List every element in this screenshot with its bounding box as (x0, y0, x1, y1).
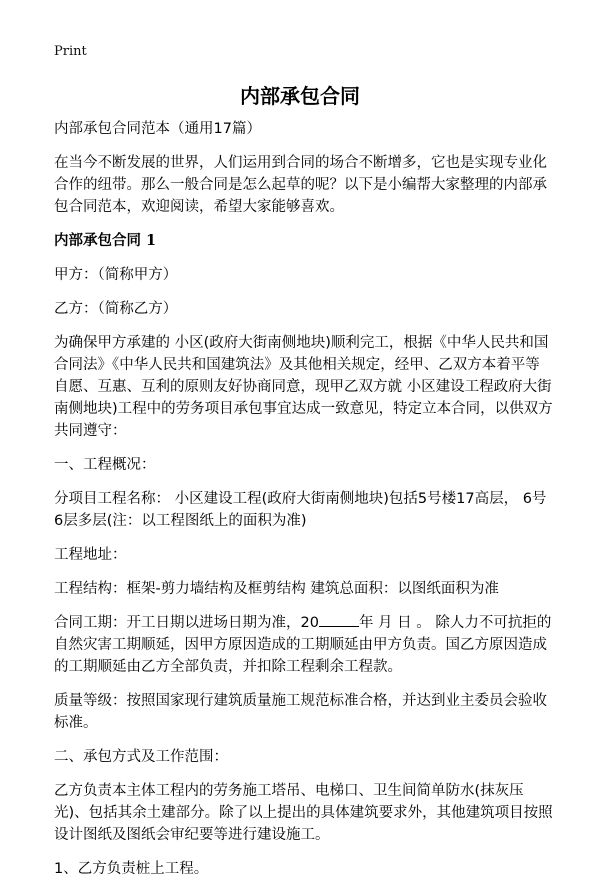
document-subtitle: 内部承包合同范本（通用17篇） (54, 121, 261, 137)
document-body (54, 118, 554, 892)
section-heading: 内部承包合同 1 (54, 232, 157, 249)
preamble-paragraph: 为确保甲方承建的 小区(政府大街南侧地块)顺利完工，根据《中华人民共和国合同法》《中华人民共和国建筑法》及其他相关规定，经甲、乙双方本着平等自愿、互惠、互利的原则友好协商同意，现甲乙双方就 小区建设工程政府大街南侧地块)工程中的劳务项目承包事宜达成一致意见，特定立本合同，以供双方共同遵守： (54, 335, 553, 439)
intro-paragraph: 在当今不断发展的世界，人们运用到合同的场合不断增多，它也是实现专业化合作的纽带。那么一般合同是怎么起草的呢？以下是小编帮大家整理的内部承包合同范本，欢迎阅读，希望大家能够喜欢。 (54, 155, 547, 215)
project-name-paragraph: 分项目工程名称： 小区建设工程(政府大街南侧地块)包括5号楼17高层， 6号6层多层(注：以工程图纸上的面积为准) (54, 491, 547, 529)
project-address-line: 工程地址： (54, 547, 127, 563)
page-title: 内部承包合同 (240, 84, 360, 108)
clause2-heading: 二、承包方式及工作范围： (54, 749, 228, 765)
quality-paragraph: 质量等级：按照国家现行建筑质量施工规范标准合格，并达到业主委员会验收标准。 (54, 693, 547, 731)
party-a-line: 甲方：（简称甲方） (54, 267, 178, 283)
item1-line: 1、乙方负责桩上工程。 (54, 861, 209, 877)
duration-paragraph (54, 612, 554, 678)
duration-text-end: 年 月 日 。 除人力不可抗拒的自然灾害工期顺延，因甲方原因造成的工期顺延由甲方负责。国乙方原因造成的工期顺延由乙方全部负责，并扣除工程剩余工程款。 (54, 615, 552, 675)
duration-text-start: 合同工期：开工日期以进场日期为准，20 (54, 615, 319, 631)
party-b-line: 乙方：（简称乙方） (54, 301, 178, 317)
scope-paragraph: 乙方负责本主体工程内的劳务施工塔吊、电梯口、卫生间简单防水(抹灰压光)、包括其余土建部分。除了以上提出的具体建筑要求外，其他建筑项目按照设计图纸及图纸会审纪要等进行建设施工。 (54, 783, 553, 843)
print-link[interactable]: Print (54, 44, 87, 59)
clause1-heading: 一、工程概况： (54, 457, 156, 473)
year-blank (319, 612, 359, 627)
project-structure-line: 工程结构：框架-剪力墙结构及框剪结构 建筑总面积：以图纸面积为准 (54, 581, 499, 597)
